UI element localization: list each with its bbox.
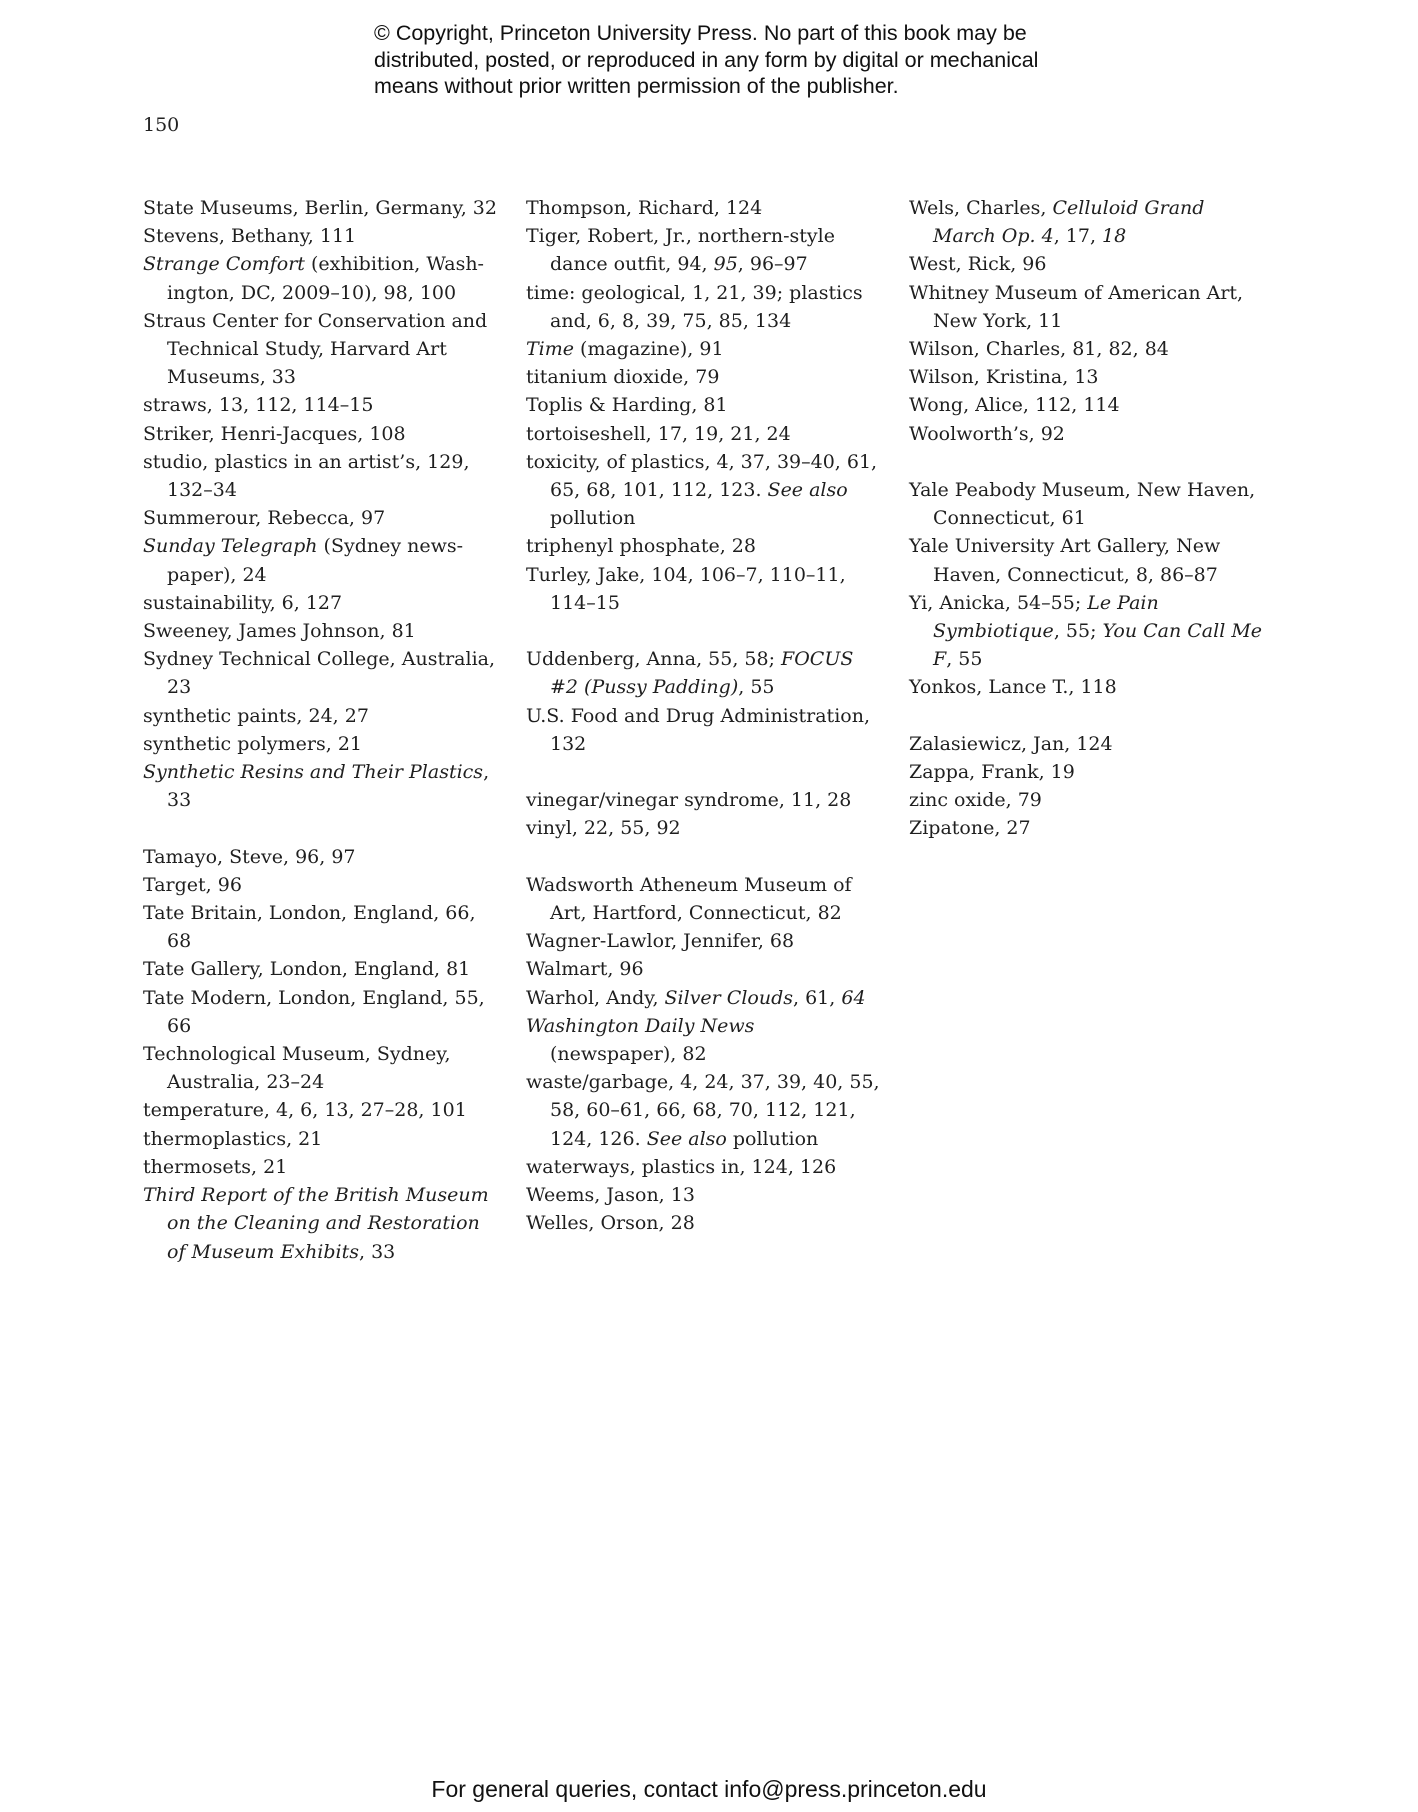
index-entry-text: triphenyl phosphate, 28 <box>526 535 756 558</box>
letter-group-gap <box>909 702 1269 730</box>
index-entry-text: West, Rick, 96 <box>909 253 1047 276</box>
index-entry-text: synthetic paints, 24, 27 <box>143 704 369 727</box>
index-entry <box>526 955 886 983</box>
index-entry-text: Wels, Charles, <box>909 197 1053 219</box>
letter-group-gap <box>526 617 886 645</box>
index-entry-text: waste/garbage, 4, 24, 37, 39, 40, 55, 58, 60–61, 66, 68, 70, 112, 121, 124, 126. <box>526 1071 880 1150</box>
index-entry <box>909 786 1269 814</box>
letter-group-gap <box>143 814 503 842</box>
index-entry-text: U.S. Food and Drug Administration, 132 <box>526 704 870 755</box>
index-entry <box>526 814 886 842</box>
index-entry <box>143 222 503 250</box>
index-entry-text: Tate Modern, London, England, 55, 66 <box>143 986 485 1037</box>
index-entry-text: vinegar/vinegar syndrome, 11, 28 <box>526 789 852 812</box>
index-entry <box>909 420 1269 448</box>
index-entry <box>909 391 1269 419</box>
copyright-line: means without prior written permission of the publisher. <box>374 74 899 98</box>
copyright-line: © Copyright, Princeton University Press. No part of this book may be <box>374 21 1027 45</box>
index-entry-text: , 55 <box>738 676 775 699</box>
index-entry-text: Toplis & Harding, 81 <box>526 394 728 417</box>
index-entry-text: , 33 <box>167 761 490 812</box>
index-entry-text: tortoiseshell, 17, 19, 21, 24 <box>526 422 791 445</box>
index-entry-text: zinc oxide, 79 <box>909 789 1042 812</box>
index-entry-text: , 96–97 <box>737 253 808 276</box>
index-entry <box>526 448 886 533</box>
footer-contact: For general queries, contact info@press.princeton.edu <box>431 1776 987 1802</box>
index-entry-text: Tate Gallery, London, England, 81 <box>143 958 471 981</box>
index-entry <box>143 1181 503 1266</box>
index-entry <box>143 1125 503 1153</box>
index-entry <box>526 532 886 560</box>
index-entry <box>143 899 503 955</box>
copyright-notice <box>374 20 1134 100</box>
index-entry-text: Turley, Jake, 104, 106–7, 110–11, 114–15 <box>526 563 846 614</box>
index-entry-text: Wagner-Lawlor, Jennifer, 68 <box>526 930 795 953</box>
index-entry <box>909 194 1269 250</box>
index-entry-text: toxicity, of plastics, 4, 37, 39–40, 61, 65, 68, 101, 112, 123. <box>526 450 878 502</box>
index-entry-text: Yale University Art Gallery, New Haven, Connecticut, 8, 86–87 <box>909 535 1221 586</box>
index-entry-italic-text: FOCUS #2 (Pussy Padding) <box>550 648 854 699</box>
index-entry-text: Tiger, Robert, Jr., northern-style dance outfit, 94, <box>526 225 835 276</box>
index-entry <box>143 871 503 899</box>
index-entry <box>143 843 503 871</box>
index-entry <box>143 420 503 448</box>
index-entry <box>526 1209 886 1237</box>
index-entry <box>526 420 886 448</box>
index-entry-italic-text: Washington Daily News <box>526 1014 755 1037</box>
index-entry-italic-text: Strange Comfort <box>143 253 305 276</box>
index-entry <box>143 645 503 701</box>
letter-group-gap <box>526 758 886 786</box>
index-entry <box>143 617 503 645</box>
index-entry-text: , 61, <box>793 986 842 1009</box>
index-entry-italic-text: Time <box>526 338 575 361</box>
index-entry-italic-text: Synthetic Resins and Their Plastics <box>143 761 484 784</box>
index-entry-text: titanium dioxide, 79 <box>526 366 720 389</box>
index-entry-italic-text: Sunday Telegraph <box>143 535 318 558</box>
index-entry <box>526 194 886 222</box>
index-entry-italic-text: Third Report of the British Museum on the Cleaning and Restoration of Museum Exhibits <box>143 1184 489 1263</box>
index-entry-italic-text: Le Pain Symbiotique <box>933 591 1159 643</box>
index-entry-text: , 33 <box>359 1240 396 1263</box>
index-entry <box>526 391 886 419</box>
index-entry <box>526 1012 886 1068</box>
index-entry-text: Stevens, Bethany, 111 <box>143 225 357 248</box>
index-entry <box>526 786 886 814</box>
index-entry-text: Walmart, 96 <box>526 958 644 981</box>
index-entry-text: Wilson, Kristina, 13 <box>909 366 1099 389</box>
index-entry-text: Yonkos, Lance T., 118 <box>909 676 1117 699</box>
index-entry <box>526 927 886 955</box>
index-entry-text: (newspaper), 82 <box>550 1043 707 1066</box>
index-entry-text: straws, 13, 112, 114–15 <box>143 394 374 417</box>
index-entry <box>143 730 503 758</box>
index-entry <box>526 645 886 701</box>
index-entry <box>909 335 1269 363</box>
index-entry-text: pollution <box>550 507 636 530</box>
index-entry-text: Uddenberg, Anna, 55, 58; <box>526 648 782 671</box>
index-entry-italic-text: 18 <box>1102 225 1127 248</box>
index-entry-text: Sweeney, James Johnson, 81 <box>143 620 416 643</box>
index-entry-text: Wong, Alice, 112, 114 <box>909 394 1120 417</box>
index-entry-text: Weems, Jason, 13 <box>526 1184 695 1207</box>
index-entry-text: (exhibition, Wash-ington, DC, 2009–10), 98, 100 <box>167 253 484 304</box>
index-entry <box>143 589 503 617</box>
index-entry <box>909 250 1269 278</box>
index-entry-text: Zappa, Frank, 19 <box>909 761 1075 784</box>
index-entry-text: thermosets, 21 <box>143 1155 288 1178</box>
page-number: 150 <box>143 114 180 136</box>
index-entry <box>909 814 1269 842</box>
index-entry-text: thermoplastics, 21 <box>143 1127 323 1150</box>
index-entry-text: Welles, Orson, 28 <box>526 1212 695 1235</box>
index-entry <box>143 702 503 730</box>
index-entry-text: Tate Britain, London, England, 66, 68 <box>143 902 476 953</box>
index-entry-text: State Museums, Berlin, Germany, 32 <box>143 197 497 219</box>
index-entry <box>143 448 503 504</box>
index-entry <box>909 589 1269 674</box>
index-entry <box>909 279 1269 335</box>
index-entry-text: vinyl, 22, 55, 92 <box>526 817 681 840</box>
index-entry-text: Tamayo, Steve, 96, 97 <box>143 845 356 868</box>
index-entry-text: Whitney Museum of American Art, New York, 11 <box>909 281 1244 332</box>
index-entry-text: pollution <box>726 1127 819 1150</box>
index-entry-text: Striker, Henri-Jacques, 108 <box>143 422 406 445</box>
index-entry-italic-text: Celluloid Grand March Op. 4 <box>933 197 1205 248</box>
index-column-2 <box>526 194 886 1237</box>
index-entry-text: Thompson, Richard, 124 <box>526 197 763 219</box>
index-column-3 <box>909 194 1269 843</box>
index-entry-text: Technological Museum, Sydney, Australia, 23–24 <box>143 1043 451 1094</box>
index-entry <box>526 1181 886 1209</box>
index-entry-text: sustainability, 6, 127 <box>143 591 343 614</box>
index-entry-text: Yale Peabody Museum, New Haven, Connecticut, 61 <box>909 479 1256 530</box>
index-entry <box>909 758 1269 786</box>
index-entry-text: Zipatone, 27 <box>909 817 1031 840</box>
index-entry <box>143 250 503 306</box>
index-entry-text: Target, 96 <box>143 873 242 896</box>
index-entry-text: (Sydney news-paper), 24 <box>167 535 464 586</box>
index-entry <box>143 955 503 983</box>
index-entry <box>143 504 503 532</box>
index-entry <box>526 561 886 617</box>
index-entry <box>143 307 503 392</box>
index-entry-text: synthetic polymers, 21 <box>143 732 362 755</box>
index-entry <box>526 1153 886 1181</box>
index-entry <box>143 194 503 222</box>
index-entry <box>526 1068 886 1153</box>
index-entry-text: Woolworth’s, 92 <box>909 422 1065 445</box>
index-entry-text: waterways, plastics in, 124, 126 <box>526 1155 837 1178</box>
index-entry <box>909 673 1269 701</box>
index-entry <box>526 702 886 758</box>
index-entry <box>143 391 503 419</box>
index-entry-text: Yi, Anicka, 54–55; <box>909 591 1088 614</box>
index-entry-italic-text: 64 <box>841 986 866 1009</box>
index-entry <box>526 335 886 363</box>
index-entry-text: (magazine), 91 <box>574 338 724 361</box>
copyright-line: distributed, posted, or reproduced in any form by digital or mechanical <box>374 47 1039 72</box>
index-entry-text: , 55 <box>946 648 983 671</box>
index-entry <box>143 984 503 1040</box>
index-entry <box>526 871 886 927</box>
index-entry-text: , 55; <box>1053 620 1103 643</box>
index-entry-italic-text: See also <box>767 479 848 502</box>
index-entry-text: studio, plastics in an artist’s, 129, 132–34 <box>143 450 470 502</box>
index-entry <box>143 1153 503 1181</box>
index-column-1 <box>143 194 503 1266</box>
index-entry-text: Sydney Technical College, Australia, 23 <box>143 648 496 699</box>
index-entry-text: Wilson, Charles, 81, 82, 84 <box>909 338 1169 361</box>
index-entry-italic-text: 95 <box>713 253 738 276</box>
index-entry <box>526 984 886 1012</box>
index-entry-text: Summerour, Rebecca, 97 <box>143 507 386 530</box>
index-entry <box>526 279 886 335</box>
index-entry <box>526 363 886 391</box>
index-entry-text: Zalasiewicz, Jan, 124 <box>909 732 1113 755</box>
index-entry <box>909 532 1269 588</box>
index-entry-text: temperature, 4, 6, 13, 27–28, 101 <box>143 1099 467 1122</box>
index-entry-italic-text: You Can Call Me F <box>933 620 1263 671</box>
index-entry-text: Warhol, Andy, <box>526 986 665 1009</box>
index-entry <box>143 1040 503 1096</box>
index-entry <box>143 1096 503 1124</box>
index-entry <box>909 363 1269 391</box>
index-entry-text: time: geological, 1, 21, 39; plastics and, 6, 8, 39, 75, 85, 134 <box>526 281 863 332</box>
index-entry <box>526 222 886 278</box>
index-entry-italic-text: Silver Clouds <box>664 986 794 1009</box>
index-entry <box>909 730 1269 758</box>
letter-group-gap <box>909 448 1269 476</box>
index-entry-text: Wadsworth Atheneum Museum of Art, Hartford, Connecticut, 82 <box>526 873 852 925</box>
index-entry-text: , 17, <box>1053 225 1103 248</box>
index-entry <box>909 476 1269 532</box>
index-entry <box>143 758 503 814</box>
index-entry <box>143 532 503 588</box>
letter-group-gap <box>526 843 886 871</box>
index-entry-text: Straus Center for Conservation and Technical Study, Harvard Art Museums, 33 <box>143 309 488 389</box>
index-entry-italic-text: See also <box>646 1127 727 1150</box>
